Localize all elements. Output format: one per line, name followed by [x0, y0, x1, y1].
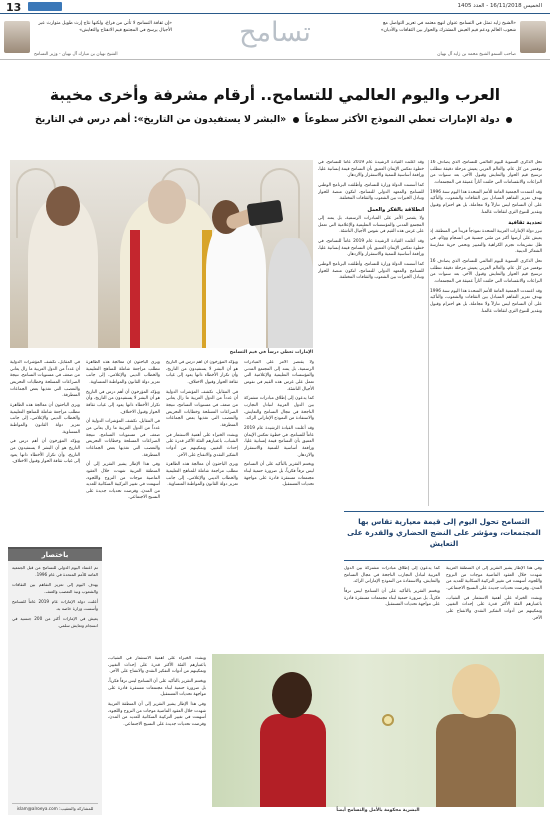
column-subheading: انطلاقة بالفكر والعمل [367, 206, 424, 213]
column-subheading: تعددية ثقافية [508, 220, 542, 227]
subhead-1: دولة الإمارات تعطي النموذج الأكثر سطوعاً [304, 114, 500, 125]
photo-child-body [260, 714, 326, 807]
newspaper-logo [28, 2, 62, 11]
paragraph: ويؤكد المؤرخون أن أهم درس في التاريخ هو أن البشر لا يستفيدون من التاريخ، وأن تكرار الأخطاء ذاتها يعود إلى غياب ثقافة الحوار وقبول الاختلاف. [166, 360, 238, 385]
paragraph: تبرز دولة الإمارات العربية المتحدة نموذجاً فريداً في المنطقة، إذ يعيش على أرضها أكثر من مئتي جنسية في انسجام ووئام، في ظل تشريعات تجرم الكراهية والتمييز وتحمي حرية ممارسة الشعائر الدينية. [430, 229, 542, 255]
sidebar-item: تم اعتماد اليوم الدولي للتسامح من قبل الجمعية العامة للأمم المتحدة في عام 1996. [12, 565, 98, 577]
photo-scarf [130, 230, 212, 348]
banner-quote-left [0, 19, 175, 57]
sidebar-item: يهدف اليوم إلى تعزيز التفاهم بين الثقافات والشعوب ونبذ التعصب والعنف. [12, 582, 98, 594]
paragraph: ولا يقتصر الأمر على المبادرات الرسمية، بل يمتد إلى المجتمع المدني والمؤسسات التعليمية والإعلامية التي تعمل على غرس هذه القيم في نفوس الأجيال الناشئة. [244, 360, 314, 392]
flower-icon [382, 714, 394, 726]
text-column-3 [10, 360, 80, 542]
banner-quote-right [375, 19, 550, 57]
quote-signature: الشيخ نهيان بن مبارك آل نهيان - وزير التسامح [34, 52, 118, 57]
article-headline: العرب واليوم العالمي للتسامح.. أرقام مشرفة وأخرى مخيبة [49, 86, 501, 104]
text-column-5 [166, 360, 238, 650]
paragraph: في المقابل، تكشف المؤشرات الدولية أن عدداً من الدول العربية ما زال يعاني من ضعف في مستويات التسامح، نتيجة الصراعات المسلحة وخطابات التحريض والتعصب التي تغذيها بعض الجماعات المتطرفة. [166, 389, 238, 428]
paragraph: وفي هذا الإطار يشير التقرير إلى أن المنطقة العربية شهدت خلال العقود الماضية موجات من النزوح واللجوء، أسهمت في تغيير التركيبة السكانية للعديد من المدن، وفرضت تحديات جديدة على النسيج الاجتماعي. [86, 462, 160, 501]
paragraph: كما يدعون إلى إطلاق مبادرات مشتركة بين الدول العربية لتبادل التجارب الناجحة في مجال التسامح والتعايش، والاستفادة من النموذج الإماراتي الرائد. [344, 566, 440, 585]
photo-child-head [272, 672, 312, 718]
paragraph: وقد اعتمدت الجمعية العامة للأمم المتحدة هذا اليوم سنة 1996 بهدف تعزيز التفاهم المتبادل بين الثقافات والشعوب، والتأكيد على أن التسامح ليس تنازلاً ولا مجاملة، بل هو احترام وقبول وتقدير للتنوع الثري لثقافات عالمنا. [430, 288, 542, 314]
sidebar-title: باختصار [8, 549, 102, 561]
sidebar-box [8, 547, 102, 815]
folio-date: الخميس 16/11/2018 - العدد 1405 [457, 3, 542, 9]
section-banner [0, 16, 550, 60]
portrait-photo [4, 21, 30, 53]
phone-icon [247, 200, 284, 227]
bottom-photo [212, 654, 544, 807]
paragraph: ويشدد الخبراء على أهمية الاستثمار في الشباب، باعتبارهم الفئة الأكثر قدرة على إحداث التغيير، وتمكينهم من أدوات التفكير النقدي والانفتاح على الآخر. [108, 656, 206, 675]
photo-figure [268, 238, 313, 348]
photo-child-body [436, 714, 516, 807]
paragraph: وفي هذا الإطار يشير التقرير إلى أن المنطقة العربية شهدت خلال العقود الماضية موجات من النزوح واللجوء، أسهمت في تغيير التركيبة السكانية للعديد من المدن، وفرضت تحديات جديدة على النسيج الاجتماعي. [446, 566, 542, 591]
subhead-2: «البشر لا يستفيدون من التاريخ»: أهم درس في التاريخ [35, 114, 287, 125]
paragraph: وفي هذا الإطار يشير التقرير إلى أن المنطقة العربية شهدت خلال العقود الماضية موجات من النزوح واللجوء، أسهمت في تغيير التركيبة السكانية للعديد من المدن، وفرضت تحديات جديدة على النسيج الاجتماعي. [108, 701, 206, 727]
paragraph: ويؤكد المؤرخون أن أهم درس في التاريخ هو أن البشر لا يستفيدون من التاريخ، وأن تكرار الأخطاء ذاتها يعود إلى غياب ثقافة الحوار وقبول الاختلاف. [86, 389, 160, 415]
paragraph: تحل الذكرى السنوية لليوم العالمي للتسامح، الذي يصادف 16 نوفمبر من كل عام، والعالم العربي يعيش مرحلة دقيقة تتطلب ترسيخ قيم الحوار والتعايش وقبول الآخر، بعد سنوات من النزاعات والانقسامات التي خلفت آثاراً عميقة في المجتمعات. [430, 160, 542, 185]
bullet-icon [506, 117, 512, 123]
paragraph: ويختتم التقرير بالتأكيد على أن التسامح ليس ترفاً فكرياً، بل ضرورة حتمية لبناء مجتمعات مستقرة قادرة على مواجهة تحديات المستقبل. [344, 588, 440, 608]
folio-bar [0, 0, 550, 14]
photo-caption: البشرية محكومة بالأمل والتسامح أيضاً [336, 808, 420, 813]
text-column-8 [344, 566, 440, 650]
quote-text: «إن ثقافة التسامح لا تأتي من فراغ، ولكنها نتاج إرث طويل متوارث عبر الأجيال يرسخ في المجتمع قيم الانفتاح والتعايش» [38, 21, 172, 33]
photo-child-head [452, 664, 500, 718]
photo-child [252, 672, 334, 807]
paragraph: كما أسست الدولة وزارة للتسامح، وأطلقت البرنامج الوطني للتسامح والمعهد الدولي للتسامح، لتكون منصة للحوار وتبادل الخبرات بين الشعوب والثقافات المختلفة. [318, 182, 424, 202]
photo-figure [206, 218, 266, 348]
main-photo [10, 160, 313, 348]
portrait-photo [520, 21, 546, 53]
paragraph: ويختتم التقرير بالتأكيد على أن التسامح ليس ترفاً فكرياً، بل ضرورة حتمية لبناء مجتمعات مستقرة قادرة على مواجهة تحديات المستقبل. [108, 678, 206, 698]
paragraph: ولا يقتصر الأمر على المبادرات الرسمية، بل يمتد إلى المجتمع المدني والمؤسسات التعليمية والإعلامية التي تعمل على غرس هذه القيم في نفوس الأجيال الناشئة. [318, 216, 424, 235]
quote-text: «الشيخ زايد تمثل في التسامح عنوان لنهج معتمد في تعزيز التواصل مع شعوب العالم ودعم قيم العيش المشترك والحوار بين الثقافات والأديان» [380, 21, 516, 33]
photo-child [424, 664, 524, 807]
sidebar-item: يعيش في الإمارات أكثر من 200 جنسية في انسجام وتعايش سلمي. [12, 616, 98, 628]
paragraph: في المقابل، تكشف المؤشرات الدولية أن عدداً من الدول العربية ما زال يعاني من ضعف في مستويات التسامح، نتيجة الصراعات المسلحة وخطابات التحريض والتعصب التي تغذيها بعض الجماعات المتطرفة. [10, 360, 80, 399]
text-column-1 [430, 160, 542, 506]
text-column-7 [446, 566, 542, 650]
section-title: تسامح [239, 17, 311, 48]
paragraph: ويختتم التقرير بالتأكيد على أن التسامح ليس ترفاً فكرياً، بل ضرورة حتمية لبناء مجتمعات مستقرة قادرة على مواجهة تحديات المستقبل. [244, 462, 314, 488]
photo-figure-head [46, 186, 80, 226]
photo-caption: الإمارات تعطي درساً في قيم التسامح [229, 350, 313, 355]
paragraph: وقد أعلنت القيادة الرشيدة عام 2019 عاماً للتسامح، في خطوة تعكس الإيمان العميق بأن التسامح قيمة إنسانية عليا، ورافعة أساسية للتنمية والاستقرار والازدهار. [244, 425, 314, 458]
sidebar-body [8, 561, 102, 637]
bullet-icon [293, 117, 299, 123]
paragraph: كما أسست الدولة وزارة للتسامح، وأطلقت البرنامج الوطني للتسامح والمعهد الدولي للتسامح، لتكون منصة للحوار وتبادل الخبرات بين الشعوب والثقافات المختلفة. [318, 261, 424, 281]
paragraph: وقد أعلنت القيادة الرشيدة عام 2019 عاماً للتسامح، في خطوة تعكس الإيمان العميق بأن التسامح قيمة إنسانية عليا، ورافعة أساسية للتنمية والاستقرار والازدهار. [318, 238, 424, 258]
paragraph: ويرى الباحثون أن معالجة هذه الظاهرة تتطلب مراجعة شاملة للمناهج التعليمية والخطاب الديني والإعلامي، إلى جانب تعزيز دولة القانون والمواطنة المتساوية. [166, 462, 238, 488]
quote-signature: صاحب السمو الشيخ محمد بن زايد آل نهيان [437, 52, 516, 57]
paragraph: ويؤكد المؤرخون أن أهم درس في التاريخ هو أن البشر لا يستفيدون من التاريخ، وأن تكرار الأخطاء ذاتها يعود إلى غياب ثقافة الحوار وقبول الاختلاف. [10, 439, 80, 465]
text-column-2 [318, 160, 424, 506]
paragraph: ويرى الباحثون أن معالجة هذه الظاهرة تتطلب مراجعة شاملة للمناهج التعليمية والخطاب الديني والإعلامي، إلى جانب تعزيز دولة القانون والمواطنة المتساوية. [86, 360, 160, 385]
column-divider [428, 160, 429, 506]
sidebar-item: أعلنت دولة الإمارات عام 2019 عاماً للتسامح وأسست وزارة خاصة به. [12, 599, 98, 611]
article-subhead [14, 114, 536, 125]
text-column-9 [108, 656, 206, 816]
paragraph: ويرى الباحثون أن معالجة هذه الظاهرة تتطلب مراجعة شاملة للمناهج التعليمية والخطاب الديني والإعلامي، إلى جانب تعزيز دولة القانون والمواطنة المتساوية. [10, 402, 80, 435]
paragraph: وقد اعتمدت الجمعية العامة للأمم المتحدة هذا اليوم سنة 1996 بهدف تعزيز التفاهم المتبادل بين الثقافات والشعوب، والتأكيد على أن التسامح ليس تنازلاً ولا مجاملة، بل هو احترام وقبول وتقدير للتنوع الثري لثقافات عالمنا. [430, 189, 542, 215]
paragraph: كما يدعون إلى إطلاق مبادرات مشتركة بين الدول العربية لتبادل التجارب الناجحة في مجال التسامح والتعايش، والاستفادة من النموذج الإماراتي الرائد. [244, 396, 314, 422]
sidebar-footer: للمشاركة والتعقيب: islam@alroeya.com [12, 803, 98, 811]
paragraph: ويشدد الخبراء على أهمية الاستثمار في الشباب، باعتبارهم الفئة الأكثر قدرة على إحداث التغيير، وتمكينهم من أدوات التفكير النقدي والانفتاح على الآخر. [166, 432, 238, 458]
text-column-6 [244, 360, 314, 650]
paragraph: ويشدد الخبراء على أهمية الاستثمار في الشباب، باعتبارهم الفئة الأكثر قدرة على إحداث التغيير، وتمكينهم من أدوات التفكير النقدي والانفتاح على الآخر. [446, 595, 542, 621]
paragraph: وقد أعلنت القيادة الرشيدة عام 2019 عاماً للتسامح، في خطوة تعكس الإيمان العميق بأن التسامح قيمة إنسانية عليا، ورافعة أساسية للتنمية والاستقرار والازدهار. [318, 160, 424, 179]
paragraph: تحل الذكرى السنوية لليوم العالمي للتسامح، الذي يصادف 16 نوفمبر من كل عام، والعالم العربي يعيش مرحلة دقيقة تتطلب ترسيخ قيم الحوار والتعايش وقبول الآخر، بعد سنوات من النزاعات والانقسامات التي خلفت آثاراً عميقة في المجتمعات. [430, 258, 542, 284]
paragraph: في المقابل، تكشف المؤشرات الدولية أن عدداً من الدول العربية ما زال يعاني من ضعف في مستويات التسامح، نتيجة الصراعات المسلحة وخطابات التحريض والتعصب التي تغذيها بعض الجماعات المتطرفة. [86, 419, 160, 458]
page-number: 13 [6, 1, 22, 14]
pull-quote: التسامح تحول اليوم إلى قيمة معيارية تقاس بها المجتمعات، ومؤشر على النضج الحضاري والقدرة على التعايش [344, 511, 544, 561]
photo-figure-head [148, 180, 186, 224]
